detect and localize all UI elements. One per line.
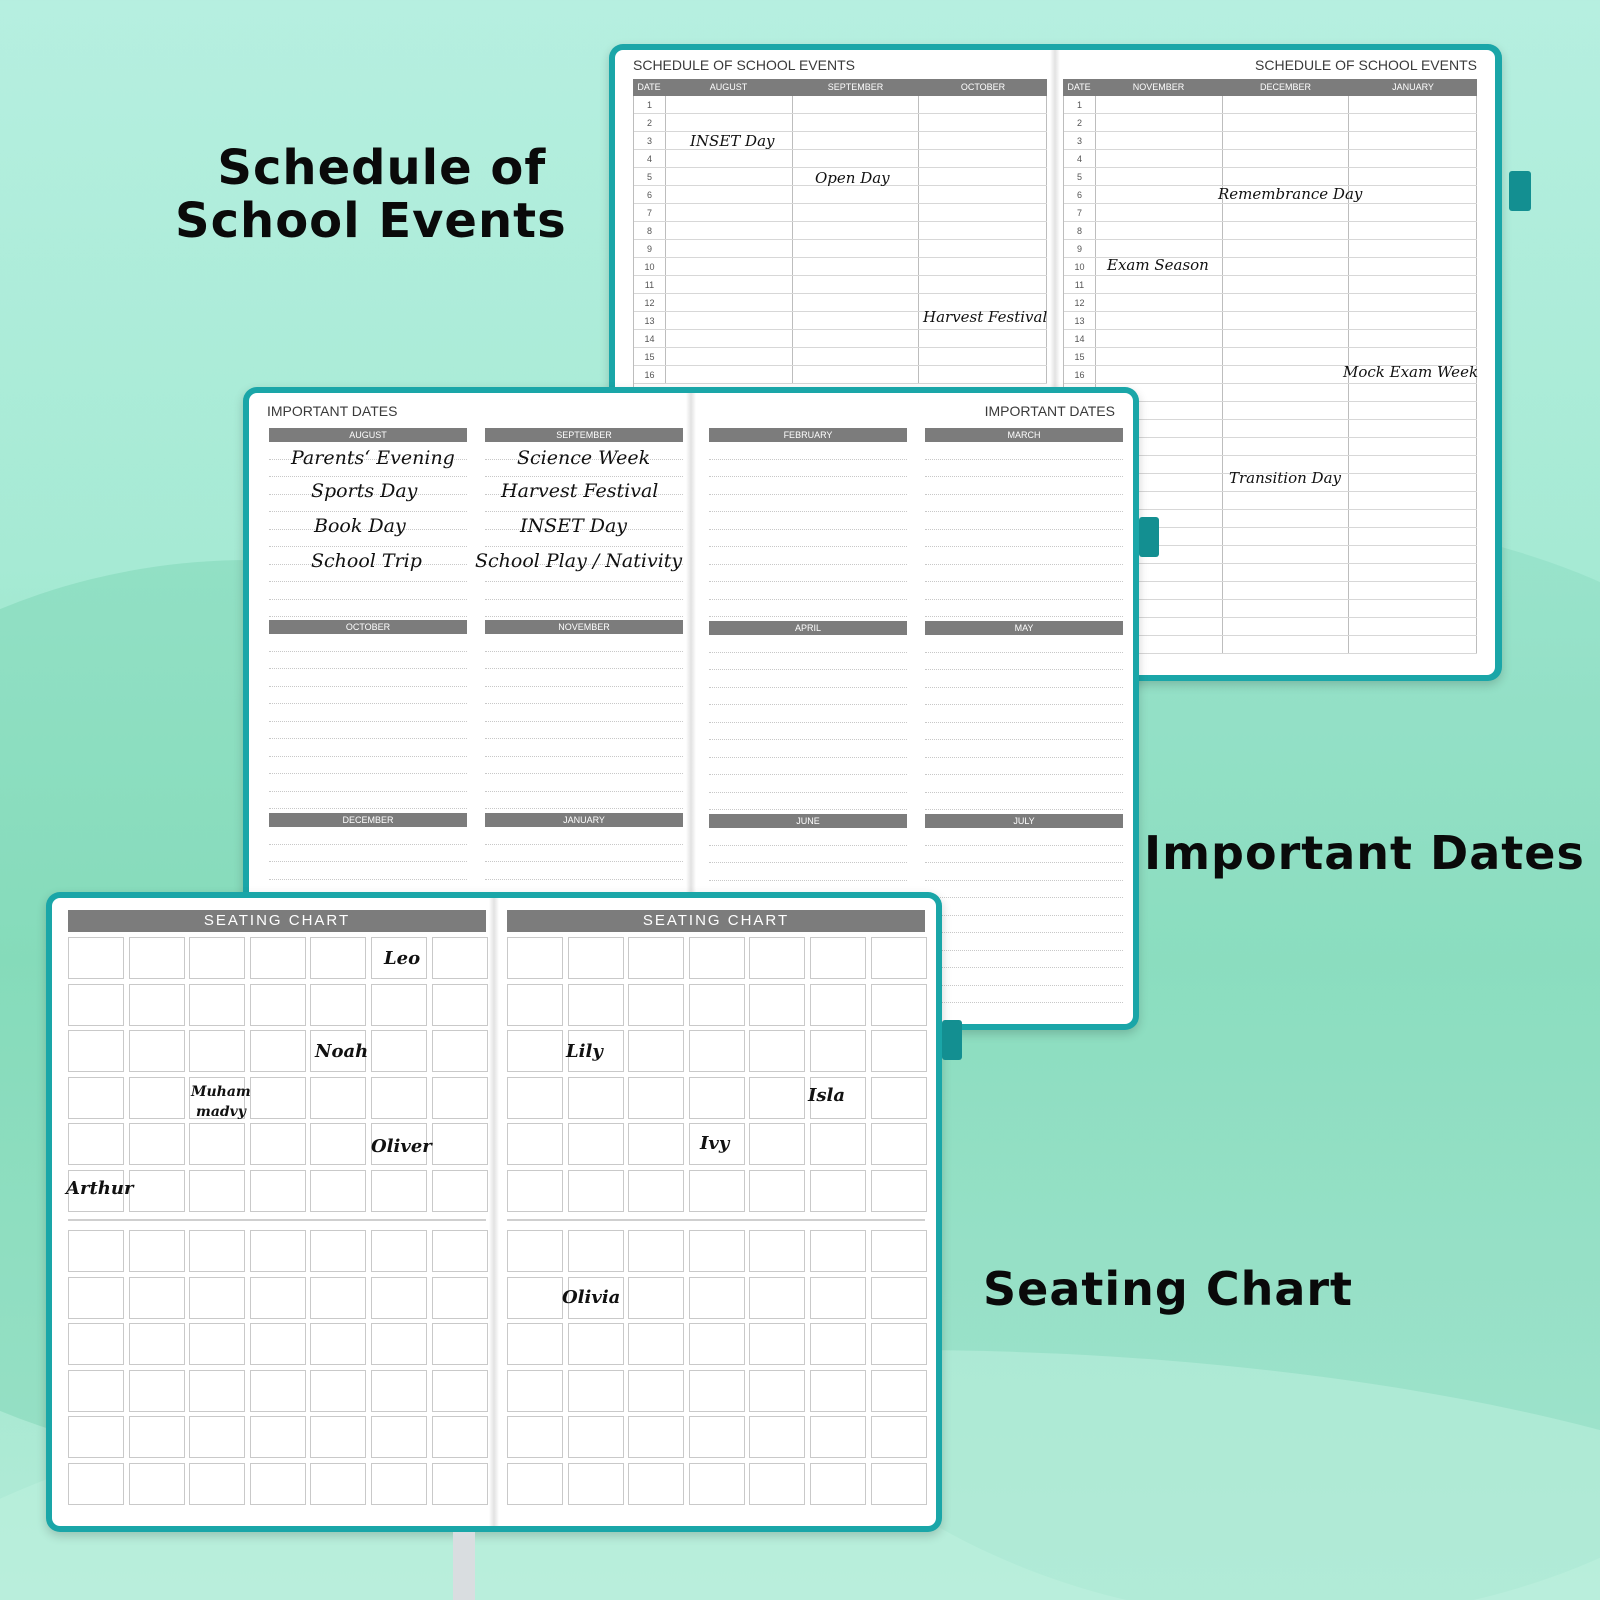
event-entry: Transition Day xyxy=(1229,469,1342,487)
seating-grid-left-bottom xyxy=(68,1230,488,1505)
date-entry: Science Week xyxy=(517,447,651,469)
bookmark-tab xyxy=(1509,171,1531,211)
schedule-header xyxy=(633,79,1047,96)
month-march: MARCH xyxy=(925,428,1123,617)
date-entry: Sports Day xyxy=(311,480,418,502)
page-title: IMPORTANT DATES xyxy=(984,403,1115,419)
student-name: madvy xyxy=(196,1104,246,1120)
date-entry: School Trip xyxy=(311,550,422,572)
month-october: OCTOBER xyxy=(269,620,467,809)
col-month: AUGUST xyxy=(709,82,748,92)
col-month: JANUARY xyxy=(1392,82,1434,92)
month-september: SEPTEMBER xyxy=(485,428,683,617)
seating-grid-left-top xyxy=(68,937,488,1212)
student-name: Arthur xyxy=(66,1178,134,1199)
schedule-header xyxy=(1063,79,1477,96)
col-date: DATE xyxy=(637,82,661,92)
seating-grid-right-bottom xyxy=(507,1230,927,1505)
event-entry: Mock Exam Week xyxy=(1343,363,1479,381)
col-date: DATE xyxy=(1067,82,1091,92)
col-month: OCTOBER xyxy=(960,82,1006,92)
date-entry: Parents‘ Evening xyxy=(291,447,455,469)
student-name: Noah xyxy=(315,1041,369,1062)
page-title: SCHEDULE OF SCHOOL EVENTS xyxy=(1255,57,1477,73)
event-entry: Harvest Festival xyxy=(923,308,1048,326)
schedule-rows: 1 2 3 4 5 6 7 8 9 10 11 12 13 14 15 16 xyxy=(633,96,1047,672)
label-important-dates: Important Dates xyxy=(1144,826,1585,880)
date-entry: School Play / Nativity xyxy=(475,550,683,572)
month-december: DECEMBER xyxy=(269,813,467,1002)
month-august: AUGUST xyxy=(269,428,467,617)
label-schedule: Schedule of School Events xyxy=(175,140,567,249)
schedule-rows: 1 2 3 4 5 6 7 8 9 10 11 12 13 14 15 16 xyxy=(1063,96,1477,654)
month-may: MAY xyxy=(925,621,1123,810)
event-entry: Open Day xyxy=(815,169,890,187)
page-title: SCHEDULE OF SCHOOL EVENTS xyxy=(633,57,855,73)
bookmark-tab xyxy=(1139,517,1159,557)
month-june: JUNE xyxy=(709,814,907,1003)
seating-grid-right-top xyxy=(507,937,927,1212)
student-name: Lily xyxy=(566,1041,603,1062)
date-entry: Book Day xyxy=(314,515,406,537)
bookmark-tab xyxy=(942,1020,962,1060)
month-january: JANUARY xyxy=(485,813,683,1002)
month-november: NOVEMBER xyxy=(485,620,683,809)
bookmark-ribbon xyxy=(453,1532,475,1600)
month-february: FEBRUARY xyxy=(709,428,907,617)
month-july: JULY xyxy=(925,814,1123,1003)
date-entry: Harvest Festival xyxy=(501,480,659,502)
student-name: Olivia xyxy=(562,1287,621,1308)
student-name: Oliver xyxy=(371,1136,432,1157)
col-month: NOVEMBER xyxy=(1132,82,1185,92)
seating-spread xyxy=(52,898,936,1526)
page-title: SEATING CHART xyxy=(68,910,486,932)
col-month: SEPTEMBER xyxy=(827,82,884,92)
student-name: Leo xyxy=(384,948,421,969)
student-name: Ivy xyxy=(700,1133,730,1154)
student-name: Muham xyxy=(191,1084,251,1100)
label-seating-chart: Seating Chart xyxy=(983,1262,1354,1316)
event-entry: Exam Season xyxy=(1107,256,1209,274)
planner-seating-chart xyxy=(46,892,942,1532)
date-entry: INSET Day xyxy=(520,515,628,537)
event-entry: Remembrance Day xyxy=(1218,185,1363,203)
page-title: IMPORTANT DATES xyxy=(267,403,398,419)
col-month: DECEMBER xyxy=(1259,82,1311,92)
month-april: APRIL xyxy=(709,621,907,810)
event-entry: INSET Day xyxy=(690,132,775,150)
page-title: SEATING CHART xyxy=(507,910,925,932)
student-name: Isla xyxy=(808,1085,846,1106)
